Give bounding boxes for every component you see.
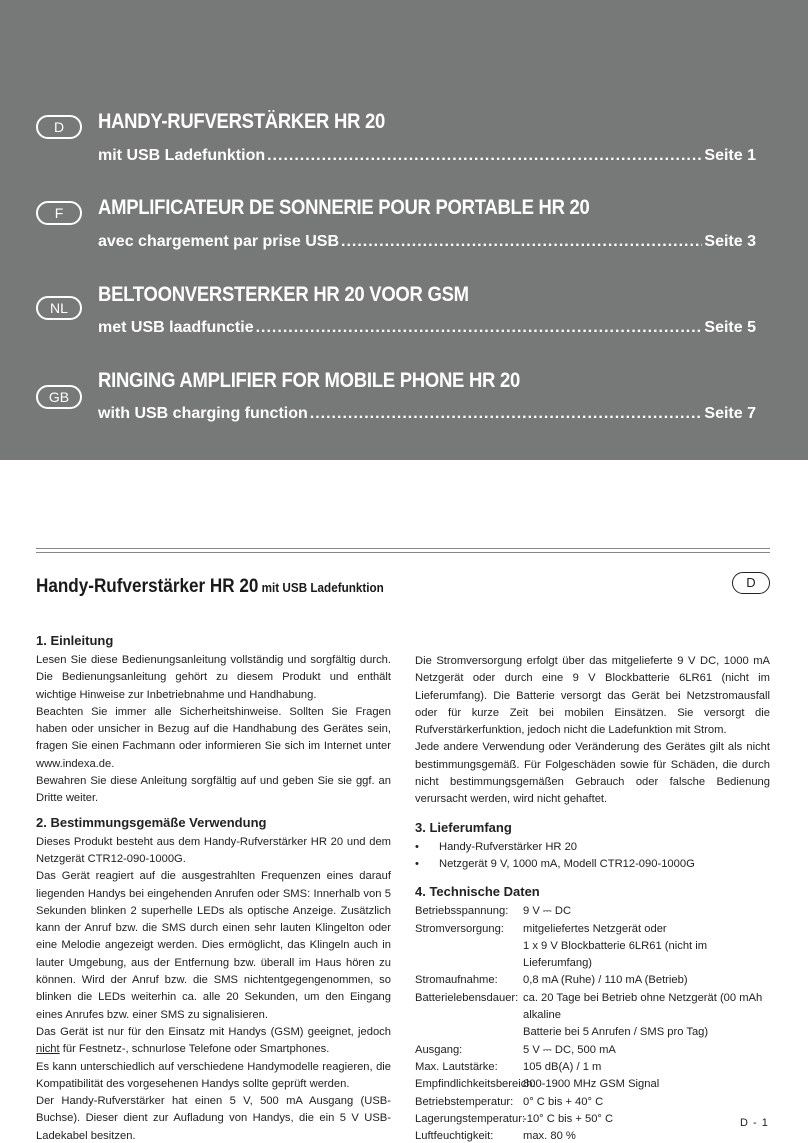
- lang-subtitle-row: [98, 405, 756, 423]
- spec-value: 5 V ⎓ DC, 500 mA: [523, 1043, 616, 1056]
- spec-row: [415, 921, 770, 938]
- document-title-main: Handy-Rufverstärker HR 20: [36, 576, 259, 597]
- right-column: [415, 653, 770, 1143]
- spec-key: Betriebsspannung:: [415, 905, 509, 918]
- paragraph: Jede andere Verwendung oder Veränderung des Gerätes gilt als nicht bestimmungsgemäß. Für Folgeschäden sowie für Schäden, die durch nicht bestimmungsgemäßen Gebrauch oder falsche Bedienung verursacht werden, wird nicht gehaftet.: [415, 741, 770, 806]
- text: für Festnetz-, schnurlose Telefone oder Smartphones.: [59, 1043, 330, 1056]
- paragraph: [36, 1024, 391, 1059]
- paragraph: Lesen Sie diese Bedienungsanleitung vollständig und sorgfältig durch. Die Bedienungsanleitung gehört zu diesem Produkt und enthält wichtige Hinweise zur Inbetriebnahme und Handhabung.: [36, 654, 391, 701]
- paragraph: Bewahren Sie diese Anleitung sorgfältig auf und geben Sie sie ggf. an Dritte weiter.: [36, 775, 391, 805]
- list-item: • Handy-Rufverstärker HR 20: [415, 839, 770, 856]
- lang-title: AMPLIFICATEUR DE SONNERIE POUR PORTABLE HR 20: [98, 196, 590, 219]
- spec-key: Stromaufnahme:: [415, 974, 498, 987]
- spec-key: Empfindlichkeitsbereich:: [415, 1078, 536, 1091]
- spec-value: -10° C bis + 50° C: [523, 1112, 614, 1125]
- spec-value: 105 dB(A) / 1 m: [523, 1060, 602, 1073]
- paragraph: Es kann unterschiedlich auf verschiedene Handymodelle reagieren, die Kompatibilität des vorgesehenen Handys sollte geprüft werden.: [36, 1060, 391, 1090]
- page-ref: Seite 7: [704, 405, 756, 422]
- spec-value: 800-1900 MHz GSM Signal: [523, 1078, 660, 1091]
- divider: [36, 552, 770, 553]
- delivery-list: [415, 839, 770, 874]
- spec-row: [415, 990, 770, 1025]
- spec-value: mitgeliefertes Netzgerät oder: [523, 922, 667, 935]
- language-badge: D: [732, 572, 770, 594]
- spec-value: Batterie bei 5 Anrufen / SMS pro Tag): [523, 1026, 709, 1039]
- paragraph: Das Gerät reagiert auf die ausgestrahlten Frequenzen eines darauf liegenden Handys bei eingehenden Anrufen oder SMS: Innerhalb von 5 Sekunden blinken 2 superhelle LEDs als optische Anzeige. Zusätzlich kann der Anruf bzw. die SMS durch einen sehr lauten Klingelton oder eine Melodie angezeigt werden. Dies ermöglicht, das Klingeln auch in lauter Umgebung, aus der Entfernung bzw. überall im Haus hören zu können. Wird der Anruf bzw. die SMS nichtentgegengenommen, so blinken die LEDs weiterhin ca. alle 20 Sekunden, um den Eingang eines Anrufes bzw. einer SMS zu signalisieren.: [36, 870, 391, 1021]
- page-ref: Seite 1: [704, 147, 756, 164]
- text: Das Gerät ist nur für den Einsatz mit Handys (GSM) geeignet, jedoch: [36, 1025, 391, 1038]
- paragraph: Dieses Produkt besteht aus dem Handy-Rufverstärker HR 20 und dem Netzgerät CTR12-090-1000G.: [36, 835, 391, 865]
- spec-key: [415, 938, 523, 973]
- spec-row: [415, 903, 770, 920]
- spec-row: [415, 1059, 770, 1076]
- document-title: [36, 576, 384, 598]
- spec-row: [415, 1128, 770, 1143]
- spec-row: [415, 1094, 770, 1111]
- emphasis: nicht: [36, 1043, 60, 1056]
- document-title-sub: mit USB Ladefunktion: [258, 580, 384, 595]
- spec-key: Stromversorgung:: [415, 922, 504, 935]
- lang-subtitle: met USB laadfunctie: [98, 319, 254, 336]
- section-heading: 3. Lieferumfang: [415, 819, 512, 835]
- spec-table: [415, 903, 770, 1143]
- spec-value: 1 x 9 V Blockbatterie 6LR61 (nicht im Lieferumfang): [523, 939, 708, 970]
- spec-value: 0,8 mA (Ruhe) / 110 mA (Betrieb): [523, 974, 688, 987]
- spec-value: ca. 20 Tage bei Betrieb ohne Netzgerät (00 mAh alkaline: [523, 991, 763, 1022]
- spec-key: [415, 1024, 523, 1041]
- page-ref: Seite 3: [704, 233, 756, 250]
- spec-value: 9 V ⎓ DC: [523, 905, 572, 918]
- paragraph: Die Stromversorgung erfolgt über das mitgelieferte 9 V DC, 1000 mA Netzgerät oder durch eine 9 V Blockbatterie 6LR61 (nicht im Lieferumfang). Die Batterie versorgt das Gerät bei Netzstromausfall oder für kurze Zeit bei mobilen Einsätzen. Sie versorgt die Rufverstärkerfunktion, jedoch nicht die Ladefunktion mit Strom.: [415, 655, 770, 737]
- list-item: • Netzgerät 9 V, 1000 mA, Modell CTR12-090-1000G: [415, 856, 770, 873]
- spec-key: Ausgang:: [415, 1043, 463, 1056]
- spec-value: 0° C bis + 40° C: [523, 1095, 604, 1108]
- lang-badge: F: [36, 201, 82, 225]
- spec-row: [415, 1111, 770, 1128]
- lang-subtitle: mit USB Ladefunktion: [98, 147, 266, 164]
- spec-value: max. 80 %: [523, 1130, 576, 1143]
- dot-leader: [267, 147, 702, 165]
- paragraph: Der Handy-Rufverstärker hat einen 5 V, 500 mA Ausgang (USB-Buchse). Dieser dient zur Aufladung von Handys, die ein 5 V USB-Ladekabel besitzen.: [36, 1095, 391, 1142]
- lang-title: HANDY-RUFVERSTÄRKER HR 20: [98, 110, 386, 133]
- spec-row: [415, 1042, 770, 1059]
- dot-leader: [310, 405, 703, 423]
- lang-badge: GB: [36, 385, 82, 409]
- section-heading: 1. Einleitung: [36, 633, 114, 648]
- left-column: [36, 632, 391, 1143]
- spec-key: Luftfeuchtigkeit:: [415, 1130, 494, 1143]
- dot-leader: [341, 233, 702, 251]
- lang-title: BELTOONVERSTERKER HR 20 VOOR GSM: [98, 283, 469, 306]
- header-band: [0, 0, 808, 460]
- spec-key: Lagerungstemperatur:: [415, 1112, 526, 1125]
- lang-title: RINGING AMPLIFIER FOR MOBILE PHONE HR 20: [98, 369, 521, 392]
- spec-key: Max. Lautstärke:: [415, 1060, 498, 1073]
- section-heading: 4. Technische Daten: [415, 884, 540, 900]
- spec-row: [415, 938, 770, 973]
- lang-subtitle-row: [98, 147, 756, 165]
- section-heading: 2. Bestimmungsgemäße Verwendung: [36, 814, 267, 830]
- lang-subtitle: with USB charging function: [98, 405, 308, 422]
- spec-key: Betriebstemperatur:: [415, 1095, 514, 1108]
- lang-badge: NL: [36, 296, 82, 320]
- page-number: D - 1: [740, 1117, 769, 1129]
- page-ref: Seite 5: [704, 319, 756, 336]
- lang-subtitle-row: [98, 233, 756, 251]
- lang-subtitle: avec chargement par prise USB: [98, 233, 339, 250]
- paragraph: Beachten Sie immer alle Sicherheitshinweise. Sollten Sie Fragen haben oder unsicher in Bezug auf die Handhabung des Gerätes sein, fragen Sie einen Fachmann oder informieren Sie sich im Internet unter www.indexa.de.: [36, 705, 391, 770]
- lang-badge: D: [36, 115, 82, 139]
- spec-row: [415, 972, 770, 989]
- spec-key: Batterielebensdauer:: [415, 991, 519, 1004]
- lang-subtitle-row: [98, 319, 756, 337]
- divider: [36, 548, 770, 549]
- spec-row: [415, 1024, 770, 1041]
- spec-row: [415, 1076, 770, 1093]
- dot-leader: [256, 319, 703, 337]
